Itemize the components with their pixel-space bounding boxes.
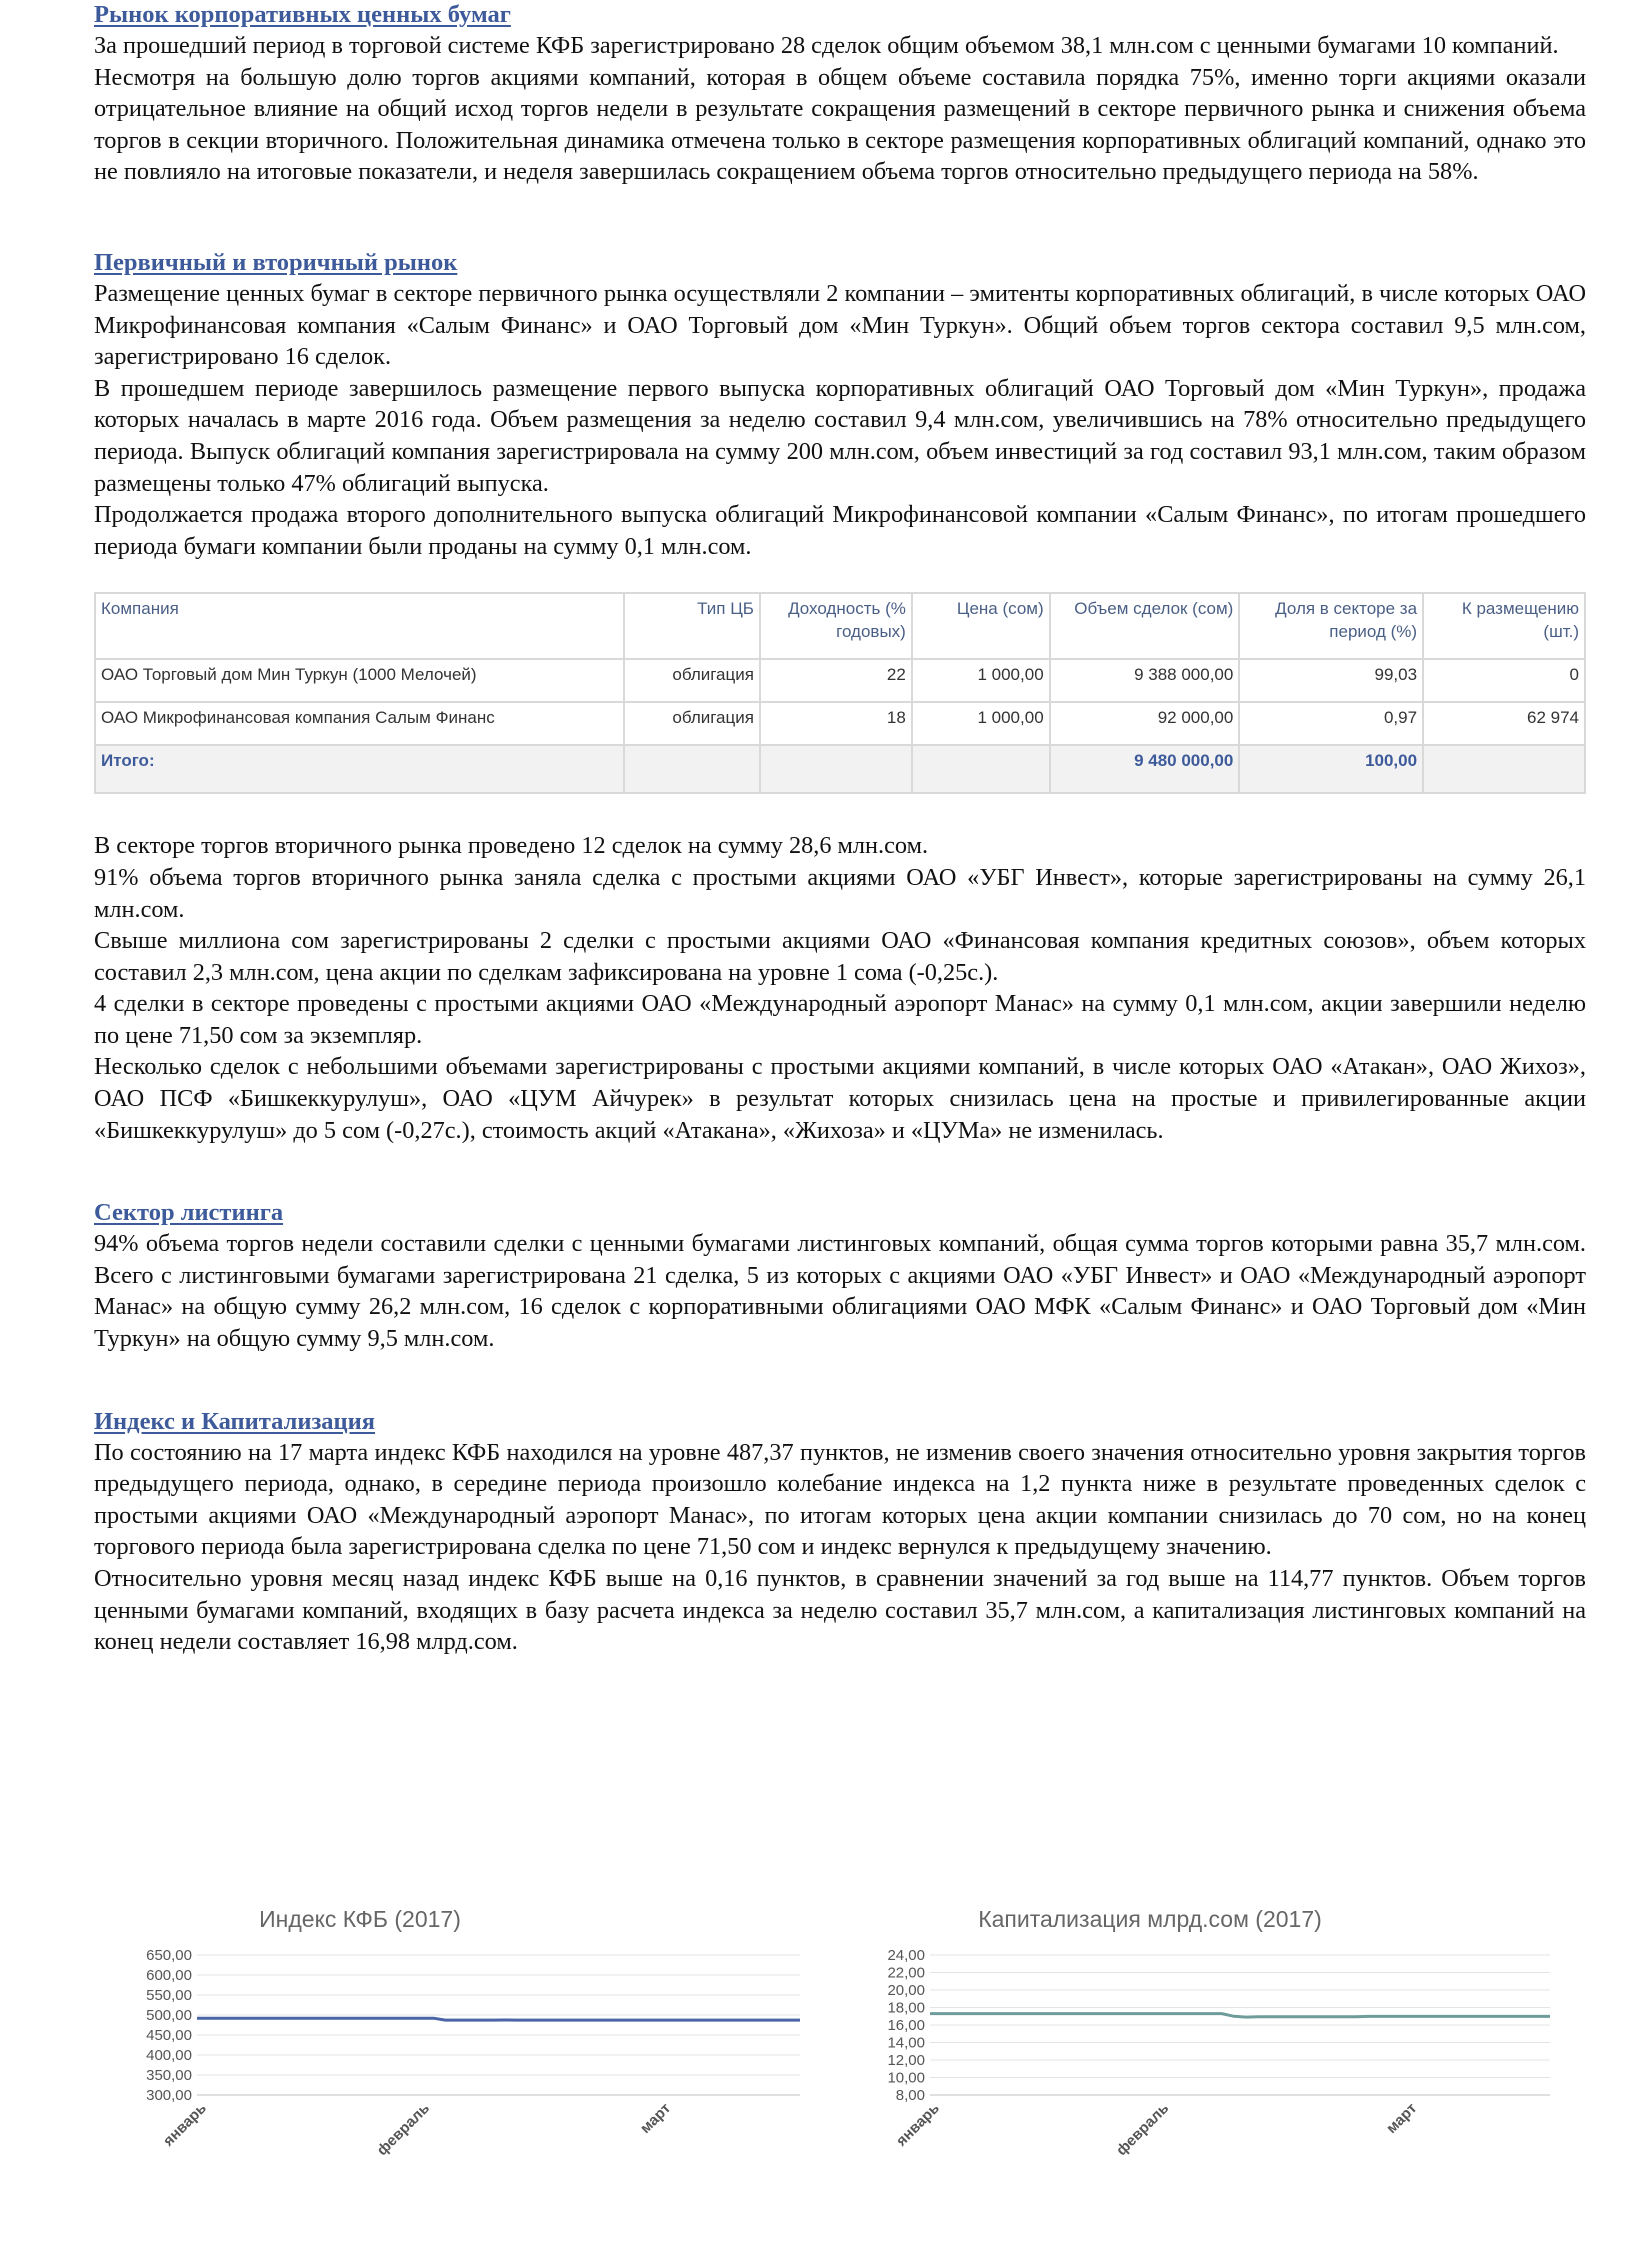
x-tick-label: февраль	[1113, 2099, 1173, 2160]
table-cell: 9 480 000,00	[1050, 745, 1240, 793]
x-tick-label: март	[1383, 2099, 1421, 2137]
table-row	[95, 702, 1585, 745]
y-tick-label: 300,00	[146, 2087, 192, 2104]
paragraph: По состоянию на 17 марта индекс КФБ находился на уровне 487,37 пунктов, не изменив своего значения относительно уровня закрытия торгов предыдущего периода, однако, в середине периода произошло колебание индекса на 1,2 пункта ниже в результате проведенных сделок с простыми акциями ОАО «Международный аэропорт Манас», по итогам которых цена акции компании снизилась до 70 сом, но на конец торгового периода была зарегистрирована сделка по цене 71,50 сом и индекс вернулся к предыдущему значению.	[94, 1438, 1586, 1561]
column-header: К размещению (шт.)	[1423, 593, 1585, 659]
series-line	[197, 2018, 800, 2020]
section-heading: Индекс и Капитализация	[94, 1407, 376, 1435]
y-tick-label: 10,00	[887, 2069, 925, 2087]
y-tick-label: 600,00	[146, 1967, 192, 1984]
table-cell: 99,03	[1239, 659, 1423, 702]
paragraph: Относительно уровня месяц назад индекс КФБ выше на 0,16 пунктов, в сравнении значений за год выше на 114,77 пунктов. Объем торгов ценными бумагами компаний, входящих в базу расчета индекса за неделю составил 35,7 млн.сом, а капитализация листинговых компаний на конец недели составляет 16,98 млрд.сом.	[94, 1565, 1586, 1656]
primary-market-table	[94, 592, 1586, 794]
x-tick-label: март	[636, 2099, 675, 2137]
table-cell: 1 000,00	[912, 659, 1050, 702]
table-cell: Итого:	[95, 745, 624, 793]
column-header: Доля в секторе за период (%)	[1239, 593, 1423, 659]
section-primary-secondary	[94, 248, 1586, 562]
table-cell: 9 388 000,00	[1050, 659, 1240, 702]
y-tick-label: 18,00	[887, 1999, 925, 2017]
paragraph: 94% объема торгов недели составили сделки с ценными бумагами листинговых компаний, общая сумма торгов которыми равна 35,7 млн.сом. Всего с листинговыми бумагами зарегистрирована 21 сделка, 5 из которых с акциями ОАО «УБГ Инвест» и ОАО «Международный аэропорт Манас» на общую сумму 26,2 млн.сом, 16 сделок с корпоративными облигациями ОАО МФК «Салым Финанс» и ОАО Торговый дом «Мин Туркун» на общую сумму 9,5 млн.сом.	[94, 1230, 1586, 1353]
section-corporate-securities	[94, 0, 1586, 188]
table-cell: 100,00	[1239, 745, 1423, 793]
section-listing	[94, 1198, 1586, 1354]
table-cell: 0,97	[1239, 702, 1423, 745]
x-tick-label: январь	[892, 2099, 943, 2150]
table-cell: 62 974	[1423, 702, 1585, 745]
y-tick-label: 500,00	[146, 2007, 192, 2024]
table-cell	[624, 745, 760, 793]
y-tick-label: 16,00	[887, 2017, 925, 2034]
table-cell: 18	[760, 702, 912, 745]
section-heading: Сектор листинга	[94, 1199, 284, 1227]
table-cell: 22	[760, 659, 912, 702]
column-header: Доходность (% годовых)	[760, 593, 912, 659]
y-tick-label: 20,00	[887, 1982, 925, 1999]
y-tick-label: 12,00	[887, 2052, 925, 2069]
table-cell: 1 000,00	[912, 702, 1050, 745]
document-page	[94, 0, 1586, 1658]
column-header: Компания	[95, 593, 624, 659]
capitalization-chart	[850, 1895, 1570, 2195]
y-tick-label: 400,00	[146, 2047, 192, 2064]
paragraph: В прошедшем периоде завершилось размещение первого выпуска корпоративных облигаций ОАО Торговый дом «Мин Туркун», продажа которых началась в марте 2016 года. Объем размещения за неделю составил 9,4 млн.сом, увеличившись на 78% относительно предыдущего периода. Выпуск облигаций компания зарегистрировала на сумму 200 млн.сом, объем инвестиций за год составил 93,1 млн.сом, таким образом размещены только 47% облигаций выпуска.	[94, 374, 1586, 497]
paragraph: За прошедший период в торговой системе КФБ зарегистрировано 28 сделок общим объемом 38,1 млн.сом с ценными бумагами 10 компаний.	[94, 32, 1559, 59]
paragraph: 4 сделки в секторе проведены с простыми акциями ОАО «Международный аэропорт Манас» на сумму 0,1 млн.сом, акции завершили неделю по цене 71,50 сом за экземпляр.	[94, 990, 1586, 1049]
paragraph: 91% объема торгов вторичного рынка заняла сделка с простыми акциями ОАО «УБГ Инвест», которые зарегистрированы на сумму 26,1 млн.сом.	[94, 863, 1586, 923]
y-tick-label: 350,00	[146, 2067, 192, 2084]
index-chart	[110, 1895, 810, 2195]
table-cell	[1423, 745, 1585, 793]
x-tick-label: январь	[159, 2099, 210, 2150]
capitalization-chart-svg	[850, 1895, 1570, 2195]
chart-title: Индекс КФБ (2017)	[259, 1906, 461, 1932]
table-cell: 0	[1423, 659, 1585, 702]
table-row	[95, 659, 1585, 702]
y-tick-label: 650,00	[146, 1947, 192, 1964]
column-header: Тип ЦБ	[624, 593, 760, 659]
table-cell: облигация	[624, 702, 760, 745]
paragraph: Несмотря на большую долю торгов акциями компаний, которая в общем объеме составила порядка 75%, именно торги акциями оказали отрицательное влияние на общий исход торгов недели в результате сокращения размещений в секторе первичного рынка и снижения объема торгов в секции вторичного. Положительная динамика отмечена только в секторе размещения корпоративных облигаций компаний, однако это не повлияло на итоговые показатели, и неделя завершилась сокращением объема торгов относительно предыдущего периода на 58%.	[94, 63, 1586, 186]
paragraph: Свыше миллиона сом зарегистрированы 2 сделки с простыми акциями ОАО «Финансовая компания кредитных союзов», объем которых составил 2,3 млн.сом, цена акции по сделкам зафиксирована на уровне 1 сома (-0,25с.).	[94, 927, 1586, 986]
paragraph: Несколько сделок с небольшими объемами зарегистрированы с простыми акциями компаний, в числе которых ОАО «Атакан», ОАО Жихоз», ОАО ПСФ «Бишкеккурулуш», ОАО «ЦУМ Айчурек» в результат которых снизилась цена на простые и привилегированные акции «Бишкеккурулуш» до 5 сом (-0,27с.), стоимость акций «Атакана», «Жихоза» и «ЦУМа» не изменилась.	[94, 1053, 1586, 1144]
table-cell: 92 000,00	[1050, 702, 1240, 745]
y-tick-label: 8,00	[895, 2087, 925, 2104]
y-tick-label: 450,00	[146, 2027, 192, 2044]
paragraph: Продолжается продажа второго дополнительного выпуска облигаций Микрофинансовой компании «Салым Финанс», по итогам прошедшего периода бумаги компании были проданы на сумму 0,1 млн.сом.	[94, 501, 1586, 560]
column-header: Цена (сом)	[912, 593, 1050, 659]
column-header: Объем сделок (сом)	[1050, 593, 1240, 659]
section-heading: Рынок корпоративных ценных бумаг	[94, 1, 511, 28]
series-line	[930, 2014, 1550, 2018]
table-header-row	[95, 593, 1585, 659]
section-index-capitalization	[94, 1407, 1586, 1658]
table-cell: ОАО Микрофинансовая компания Салым Финанс	[95, 702, 624, 745]
x-tick-label: февраль	[373, 2099, 433, 2160]
table-cell	[760, 745, 912, 793]
y-tick-label: 24,00	[887, 1947, 925, 1964]
index-chart-svg	[110, 1895, 810, 2195]
table-cell: облигация	[624, 659, 760, 702]
y-tick-label: 550,00	[146, 1987, 192, 2004]
chart-title: Капитализация млрд.сом (2017)	[978, 1906, 1322, 1932]
y-tick-label: 22,00	[887, 1964, 925, 1982]
section-secondary-market	[94, 830, 1586, 1146]
section-heading: Первичный и вторичный рынок	[94, 248, 458, 276]
table-total-row	[95, 745, 1585, 793]
paragraph: Размещение ценных бумаг в секторе первичного рынка осуществляли 2 компании – эмитенты корпоративных облигаций, в числе которых ОАО Микрофинансовая компания «Салым Финанс» и ОАО Торговый дом «Мин Туркун». Общий объем торгов сектора составил 9,5 млн.сом, зарегистрировано 16 сделок.	[94, 279, 1586, 371]
table-cell: ОАО Торговый дом Мин Туркун (1000 Мелочей)	[95, 659, 624, 702]
table-cell	[912, 745, 1050, 793]
y-tick-label: 14,00	[887, 2034, 925, 2052]
paragraph: В секторе торгов вторичного рынка проведено 12 сделок на сумму 28,6 млн.сом.	[94, 832, 929, 860]
